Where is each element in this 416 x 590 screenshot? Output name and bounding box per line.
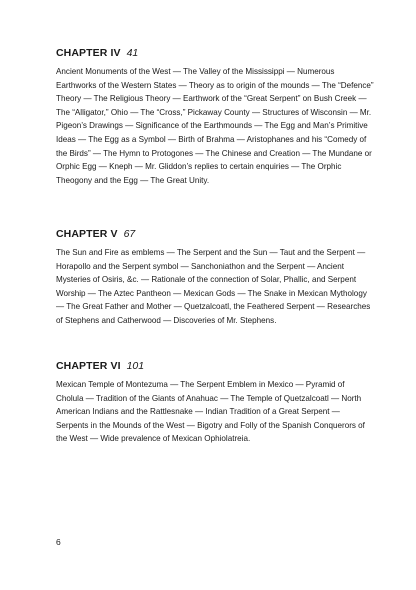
chapter-page-number: 101 bbox=[126, 360, 145, 372]
chapter-iv-section bbox=[56, 46, 374, 187]
chapter-page-number: 67 bbox=[123, 228, 136, 240]
chapter-summary: Mexican Temple of Montezuma — The Serpent Emblem in Mexico — Pyramid of Cholula — Tradition of the Giants of Anahuac — The Temple of Quetzalcoatl — North American Indians and the Rattlesnake — Indian Tradition of a Great Serpent — Serpents in the Mounds of the West — Bigotry and Folly of the Spanish Conquerors of the West — Wide prevalence of Mexican Ophiolatreia. bbox=[56, 380, 365, 444]
chapter-heading bbox=[56, 227, 374, 241]
chapter-summary: Ancient Monuments of the West — The Valley of the Mississippi — Numerous Earthworks of the Western States — Theory as to origin of the mounds — The “Defence” Theory — The Religious Theory — Earthwork of the “Great Serpent” on Bush Creek — The “Alligator,” Ohio — The “Cross,” Pickaway County — Structures of Wisconsin — Mr. Pigeon’s Drawings — Significance of the Earthmounds — The Egg and Man’s Primitive Ideas — The Egg as a Symbol — Birth of Brahma — Aristophanes and his “Comedy of the Birds” — The Hymn to Protogones — The Chinese and Creation — The Mundane or Orphic Egg — Kneph — Mr. Gliddon’s replies to certain enquiries — The Orphic Theogony and the Egg — The Great Unity. bbox=[56, 67, 374, 185]
chapter-vi-section bbox=[56, 359, 374, 446]
page-number: 6 bbox=[56, 537, 61, 547]
chapter-v-section bbox=[56, 227, 374, 328]
chapter-summary: The Sun and Fire as emblems — The Serpent and the Sun — Taut and the Serpent — Horapollo and the Serpent symbol — Sanchoniathon and the Serpent — Ancient Mysteries of Osiris, &c. — Rationale of the connection of Solar, Phallic, and Serpent Worship — The Aztec Pantheon — Mexican Gods — The Snake in Mexican Mythology — The Great Father and Mother — Quetzalcoatl, the Feathered Serpent — Researches of Stephens and Catherwood — Discoveries of Mr. Stephens. bbox=[56, 248, 371, 325]
chapter-title: CHAPTER VI bbox=[56, 360, 121, 372]
chapter-page-number: 41 bbox=[126, 47, 139, 59]
chapter-title: CHAPTER V bbox=[56, 228, 118, 240]
chapter-heading bbox=[56, 359, 374, 373]
chapter-heading bbox=[56, 46, 374, 60]
chapter-title: CHAPTER IV bbox=[56, 47, 121, 59]
